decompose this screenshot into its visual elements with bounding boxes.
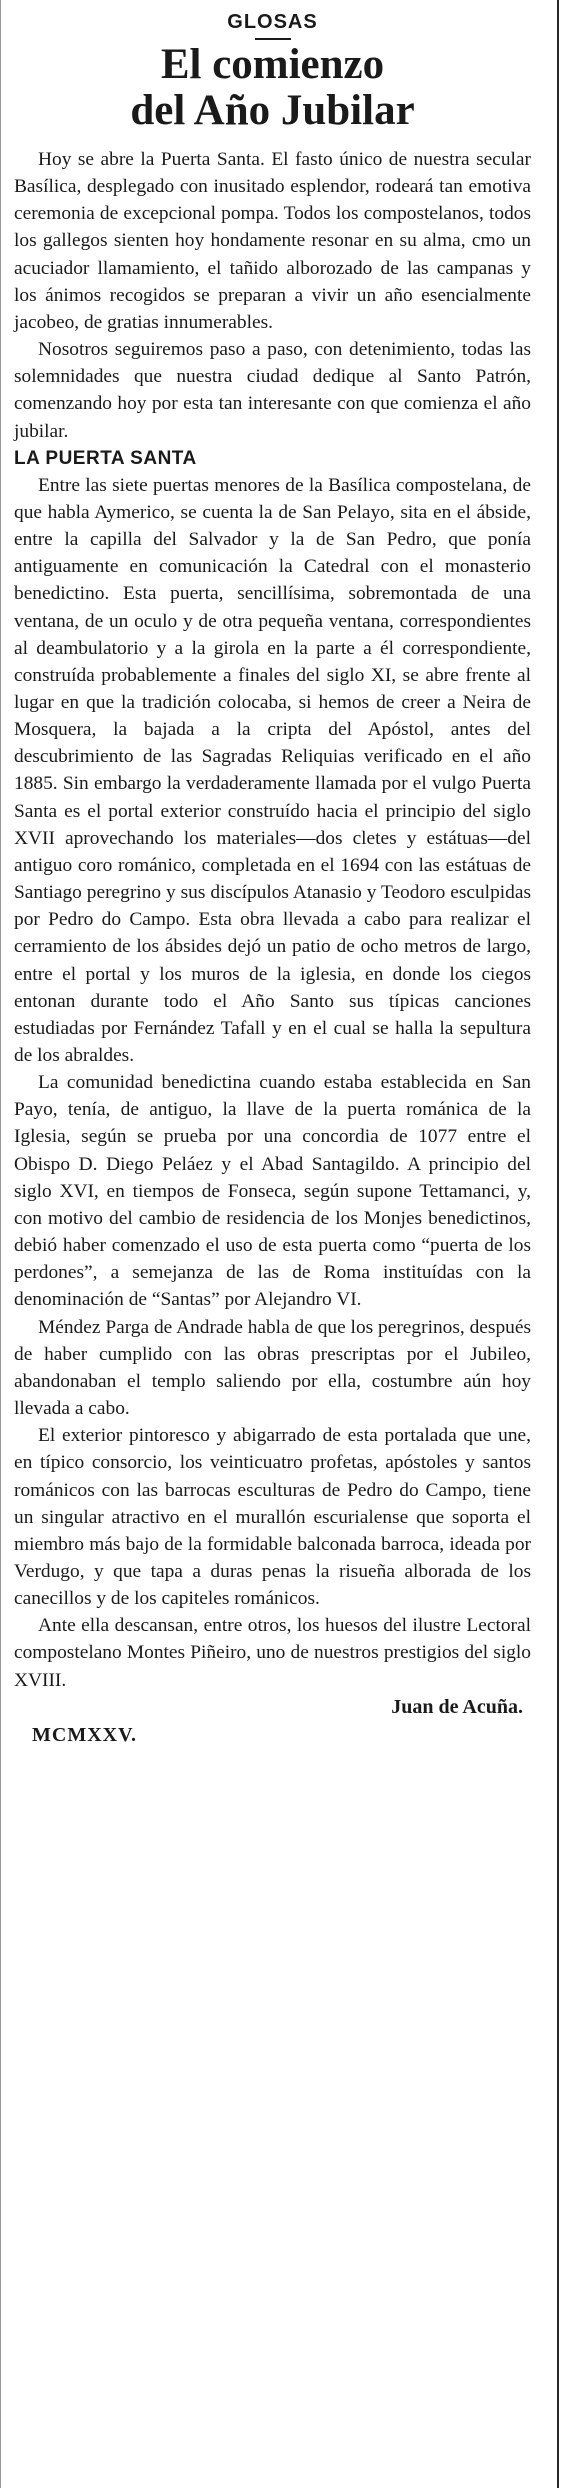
intro-paragraph-2: Nosotros seguiremos paso a paso, con detenimiento, todas las solemnidades que nuestra ciudad dedique al Santo Patrón, comenzando hoy por esta tan interesante con que comienza el año jubilar. [14,339,531,442]
section-paragraph-5: Ante ella descansan, entre otros, los huesos del ilustre Lectoral compostelano Montes Piñeiro, uno de nuestros prestigios del siglo XVIII. [14,1615,531,1691]
section-paragraph-3: Méndez Parga de Andrade habla de que los peregrinos, después de haber cumplido con las obras prescriptas por el Jubileo, abandonaban el templo saliendo por ella, costumbre aún hoy llevada a cabo. [14,1316,531,1420]
left-column-rule [0,0,1,2488]
section-paragraph-4: El exterior pintoresco y abigarrado de esta portalada que une, en típico consorcio, los veinticuatro profetas, apóstoles y santos románicos con las barrocas esculturas de Pedro do Campo, tiene un singular atractivo en el murallón escurialense que soporta el miembro más bajo de la formidable balconada barroca, ideada por Verdugo, y que tapa a duras penas la risueña alborada de los canecillos y de los capiteles románicos. [14,1425,531,1610]
section-kicker: GLOSAS [227,11,318,33]
article-headline [14,42,531,134]
article-footer [14,1694,531,1754]
section-heading: LA PUERTA SANTA [14,447,197,469]
article-body [14,146,531,1694]
section-paragraph-1: Entre las siete puertas menores de la Basílica compostelana, de que habla Aymerico, se cuenta la de San Pelayo, sita en el ábside, entre la capilla del Salvador y la de San Pedro, que ponía antiguamente en comunicación la Catedral con el monasterio benedictino. Esta puerta, sencillísima, sobremontada de una ventana, de un oculo y de otra pequeña ventana, correspondientes al deambulatorio y a la girola en la parte a él correspondiente, construída probablemente a finales del siglo XI, se abre frente al lugar en que la tradición colocaba, si hemos de creer a Neira de Mosquera, la bajada a la cripta del Apóstol, antes del descubrimiento de las Sagradas Reliquias verificado en el año 1885. Sin embargo la verdaderamente llamada por el vulgo Puerta Santa es el portal exterior construído hacia el principio del siglo XVII aprovechando los materiales—dos cletes y estátuas—del antiguo coro románico, completada en el 1694 con las estátuas de Santiago peregrino y sus discípulos Atanasio y Teodoro esculpidas por Pedro do Campo. Esta obra llevada a cabo para realizar el cerramiento de los ábsides dejó un patio de ocho metros de largo, entre el portal y los muros de la iglesia, en donde los ciegos entonan durante todo el Año Santo sus típicas canciones estudiadas por Fernández Tafall y en el cual se halla la sepultura de los abraldes. [14,474,531,1066]
right-column-rule [557,0,559,2488]
author-signature: Juan de Acuña. [391,1695,523,1718]
headline-line-1: El comienzo [160,41,385,88]
kicker-underline [255,38,291,40]
headline-line-2: del Año Jubilar [130,87,415,134]
dateline-year: MCMXXV. [32,1723,137,1746]
article-column [14,0,531,1754]
section-paragraph-2: La comunidad benedictina cuando estaba establecida en San Payo, tenía, de antiguo, la llave de la puerta románica de la Iglesia, según se prueba por una concordia de 1077 entre el Obispo D. Diego Peláez y el Abad Santagildo. A principio del siglo XVI, en tiempos de Fonseca, según supone Tettamanci, y, con motivo del cambio de residencia de los Monjes benedictinos, debió haber comenzado el uso de esta puerta como “puerta de los perdones”, a semejanza de las de Roma instituídas con la denominación de “Santas” por Alejandro VI. [14,1072,531,1311]
intro-paragraph-1: Hoy se abre la Puerta Santa. El fasto único de nuestra secular Basílica, desplegado con inusitado esplendor, rodeará tan emotiva ceremonia de excepcional pompa. Todos los compostelanos, todos los gallegos sienten hoy hondamente resonar en su alma, cmo un acuciador llamamiento, el tañido alborozado de las campanas y los ánimos recogidos se preparan a vivir un año esencialmente jacobeo, de gratias innumerables. [14,149,531,333]
